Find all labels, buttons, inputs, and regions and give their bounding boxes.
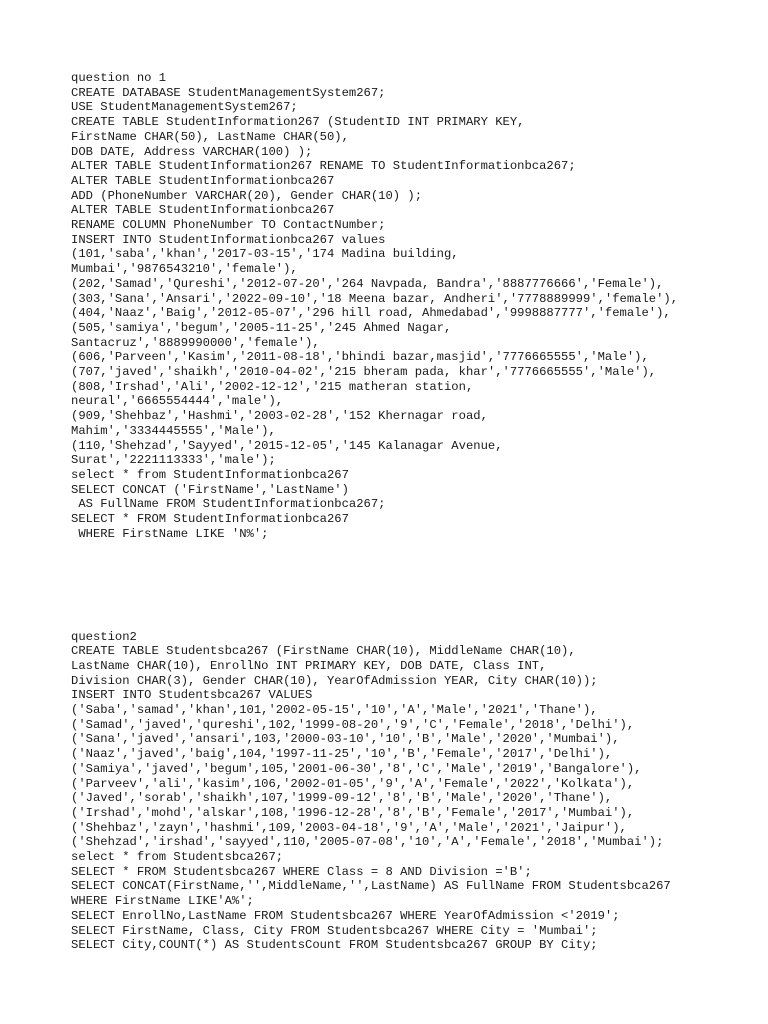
code-line: (101,'saba','khan','2017-03-15','174 Madina building,	[71, 247, 459, 262]
question1-section	[71, 71, 751, 542]
code-line: DOB DATE, Address VARCHAR(100) );	[71, 144, 313, 159]
code-line: ('Naaz','javed','baig',104,'1997-11-25','10','B','Female','2017','Delhi'),	[71, 747, 613, 762]
code-line: ('Shehzad','irshad','sayyed',110,'2005-07-08','10','A','Female','2018','Mumbai');	[71, 835, 664, 850]
code-line: WHERE FirstName LIKE'A%';	[71, 894, 254, 909]
code-line: SELECT City,COUNT(*) AS StudentsCount FROM Studentsbca267 GROUP BY City;	[71, 938, 598, 953]
code-line: INSERT INTO Studentsbca267 VALUES	[71, 688, 313, 703]
code-line: (404,'Naaz','Baig','2012-05-07','296 hill road, Ahmedabad','9998887777','female'),	[71, 306, 671, 321]
code-line: SELECT FirstName, Class, City FROM Studentsbca267 WHERE City = 'Mumbai';	[71, 923, 598, 938]
code-line: SELECT EnrollNo,LastName FROM Studentsbca267 WHERE YearOfAdmission <'2019';	[71, 908, 620, 923]
document-page	[71, 71, 751, 953]
code-line: Mumbai','9876543210','female'),	[71, 262, 298, 277]
question1-heading: question no 1	[71, 71, 167, 85]
code-line: ('Irshad','mohd','alskar',108,'1996-12-28','8','B','Female','2017','Mumbai'),	[71, 805, 635, 820]
code-line: ADD (PhoneNumber VARCHAR(20), Gender CHAR(10) );	[71, 188, 423, 203]
code-line: Santacruz','8889990000','female'),	[71, 335, 320, 350]
code-line: CREATE TABLE Studentsbca267 (FirstName CHAR(10), MiddleName CHAR(10),	[71, 644, 576, 659]
code-line: select * from Studentsbca267;	[71, 850, 284, 865]
code-line: FirstName CHAR(50), LastName CHAR(50),	[71, 129, 349, 144]
code-line: CREATE TABLE StudentInformation267 (StudentID INT PRIMARY KEY,	[71, 115, 525, 130]
code-line: ('Shehbaz','zayn','hashmi',109,'2003-04-18','9','A','Male','2021','Jaipur'),	[71, 820, 627, 835]
code-line: USE StudentManagementSystem267;	[71, 100, 298, 115]
code-line: RENAME COLUMN PhoneNumber TO ContactNumber;	[71, 218, 386, 233]
code-line: LastName CHAR(10), EnrollNo INT PRIMARY KEY, DOB DATE, Class INT,	[71, 658, 547, 673]
code-line: CREATE DATABASE StudentManagementSystem267;	[71, 85, 386, 100]
code-line: Division CHAR(3), Gender CHAR(10), YearOfAdmission YEAR, City CHAR(10));	[71, 673, 598, 688]
code-line: (606,'Parveen','Kasim','2011-08-18','bhindi bazar,masjid','7776665555','Male'),	[71, 350, 649, 365]
code-line: select * from StudentInformationbca267	[71, 467, 349, 482]
code-line: (110,'Shehzad','Sayyed','2015-12-05','145 Kalanagar Avenue,	[71, 438, 503, 453]
code-line: SELECT CONCAT(FirstName,'',MiddleName,'',LastName) AS FullName FROM Studentsbca267	[71, 879, 671, 894]
code-line: ALTER TABLE StudentInformation267 RENAME TO StudentInformationbca267;	[71, 159, 576, 174]
section-spacer	[71, 542, 751, 630]
question2-section	[71, 630, 751, 953]
code-line: (808,'Irshad','Ali','2002-12-12','215 matheran station,	[71, 379, 474, 394]
code-line: SELECT * FROM StudentInformationbca267	[71, 512, 349, 527]
code-line: ('Parveev','ali','kasim',106,'2002-01-05','9','A','Female','2022','Kolkata'),	[71, 776, 635, 791]
code-line: (303,'Sana','Ansari','2022-09-10','18 Meena bazar, Andheri','7778889999','female'),	[71, 291, 679, 306]
code-line: (707,'javed','shaikh','2010-04-02','215 bheram pada, khar','7776665555','Male'),	[71, 365, 657, 380]
code-line: WHERE FirstName LIKE 'N%';	[71, 526, 269, 541]
question2-heading: question2	[71, 629, 137, 644]
code-line: Mahim','3334445555','Male'),	[71, 423, 276, 438]
code-line: ('Samad','javed','qureshi',102,'1999-08-20','9','C','Female','2018','Delhi'),	[71, 717, 635, 732]
code-line: Surat','2221113333','male');	[71, 453, 276, 468]
code-line: SELECT CONCAT ('FirstName','LastName')	[71, 482, 349, 497]
code-line: ALTER TABLE StudentInformationbca267	[71, 173, 335, 188]
code-line: ('Sana','javed','ansari',103,'2000-03-10','10','B','Male','2020','Mumbai'),	[71, 732, 620, 747]
code-line: INSERT INTO StudentInformationbca267 values	[71, 232, 386, 247]
code-line: ALTER TABLE StudentInformationbca267	[71, 203, 335, 218]
code-line: ('Javed','sorab','shaikh',107,'1999-09-12','8','B','Male','2020','Thane'),	[71, 791, 613, 806]
code-line: SELECT * FROM Studentsbca267 WHERE Class = 8 AND Division ='B';	[71, 864, 532, 879]
code-line: neural','6665554444','male'),	[71, 394, 284, 409]
code-line: ('Samiya','javed','begum',105,'2001-06-30','8','C','Male','2019','Bangalore'),	[71, 761, 642, 776]
code-line: (202,'Samad','Qureshi','2012-07-20','264 Navpada, Bandra','8887776666','Female'),	[71, 276, 664, 291]
code-line: (505,'samiya','begum','2005-11-25','245 Ahmed Nagar,	[71, 320, 452, 335]
code-line: ('Saba','samad','khan',101,'2002-05-15','10','A','Male','2021','Thane'),	[71, 703, 598, 718]
code-line: AS FullName FROM StudentInformationbca267;	[71, 497, 386, 512]
code-line: (909,'Shehbaz','Hashmi','2003-02-28','152 Khernagar road,	[71, 409, 488, 424]
